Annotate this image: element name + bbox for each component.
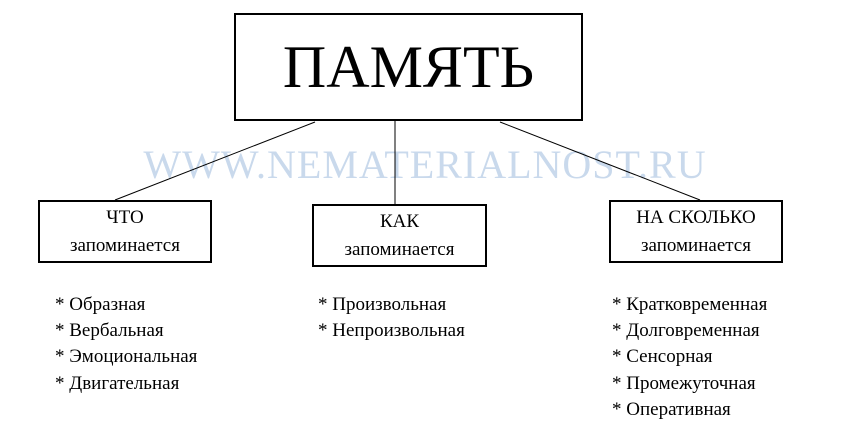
list-item: * Кратковременная bbox=[612, 294, 768, 315]
list-item: * Непроизвольная bbox=[318, 320, 465, 342]
connector-left bbox=[115, 122, 315, 200]
connector-right bbox=[500, 122, 700, 200]
list-item: * Двигательная bbox=[55, 372, 180, 394]
node-how-long bbox=[609, 200, 783, 263]
node-label-line1: КАК bbox=[379, 211, 420, 232]
node-label-line2: запоминается bbox=[344, 239, 455, 260]
list-item: * Произвольная bbox=[318, 294, 447, 315]
node-what bbox=[38, 200, 212, 263]
list-item: * Оперативная bbox=[612, 398, 731, 420]
root-node: ПАМЯТЬ bbox=[234, 13, 583, 121]
node-how bbox=[312, 204, 487, 267]
list-item: * Сенсорная bbox=[612, 346, 713, 368]
node-label-line1: ЧТО bbox=[106, 207, 144, 228]
list-item: * Вербальная bbox=[55, 320, 164, 342]
node-label-line1: НА СКОЛЬКО bbox=[636, 207, 756, 228]
list-item: * Образная bbox=[55, 294, 146, 315]
list-item: * Эмоциональная bbox=[55, 346, 198, 368]
node-label-line2: запоминается bbox=[70, 235, 180, 256]
watermark: WWW.NEMATERIALNOST.RU bbox=[143, 142, 707, 187]
list-item: * Промежуточная bbox=[612, 372, 756, 394]
node-label-line2: запоминается bbox=[641, 235, 751, 256]
list-item: * Долговременная bbox=[612, 320, 760, 342]
